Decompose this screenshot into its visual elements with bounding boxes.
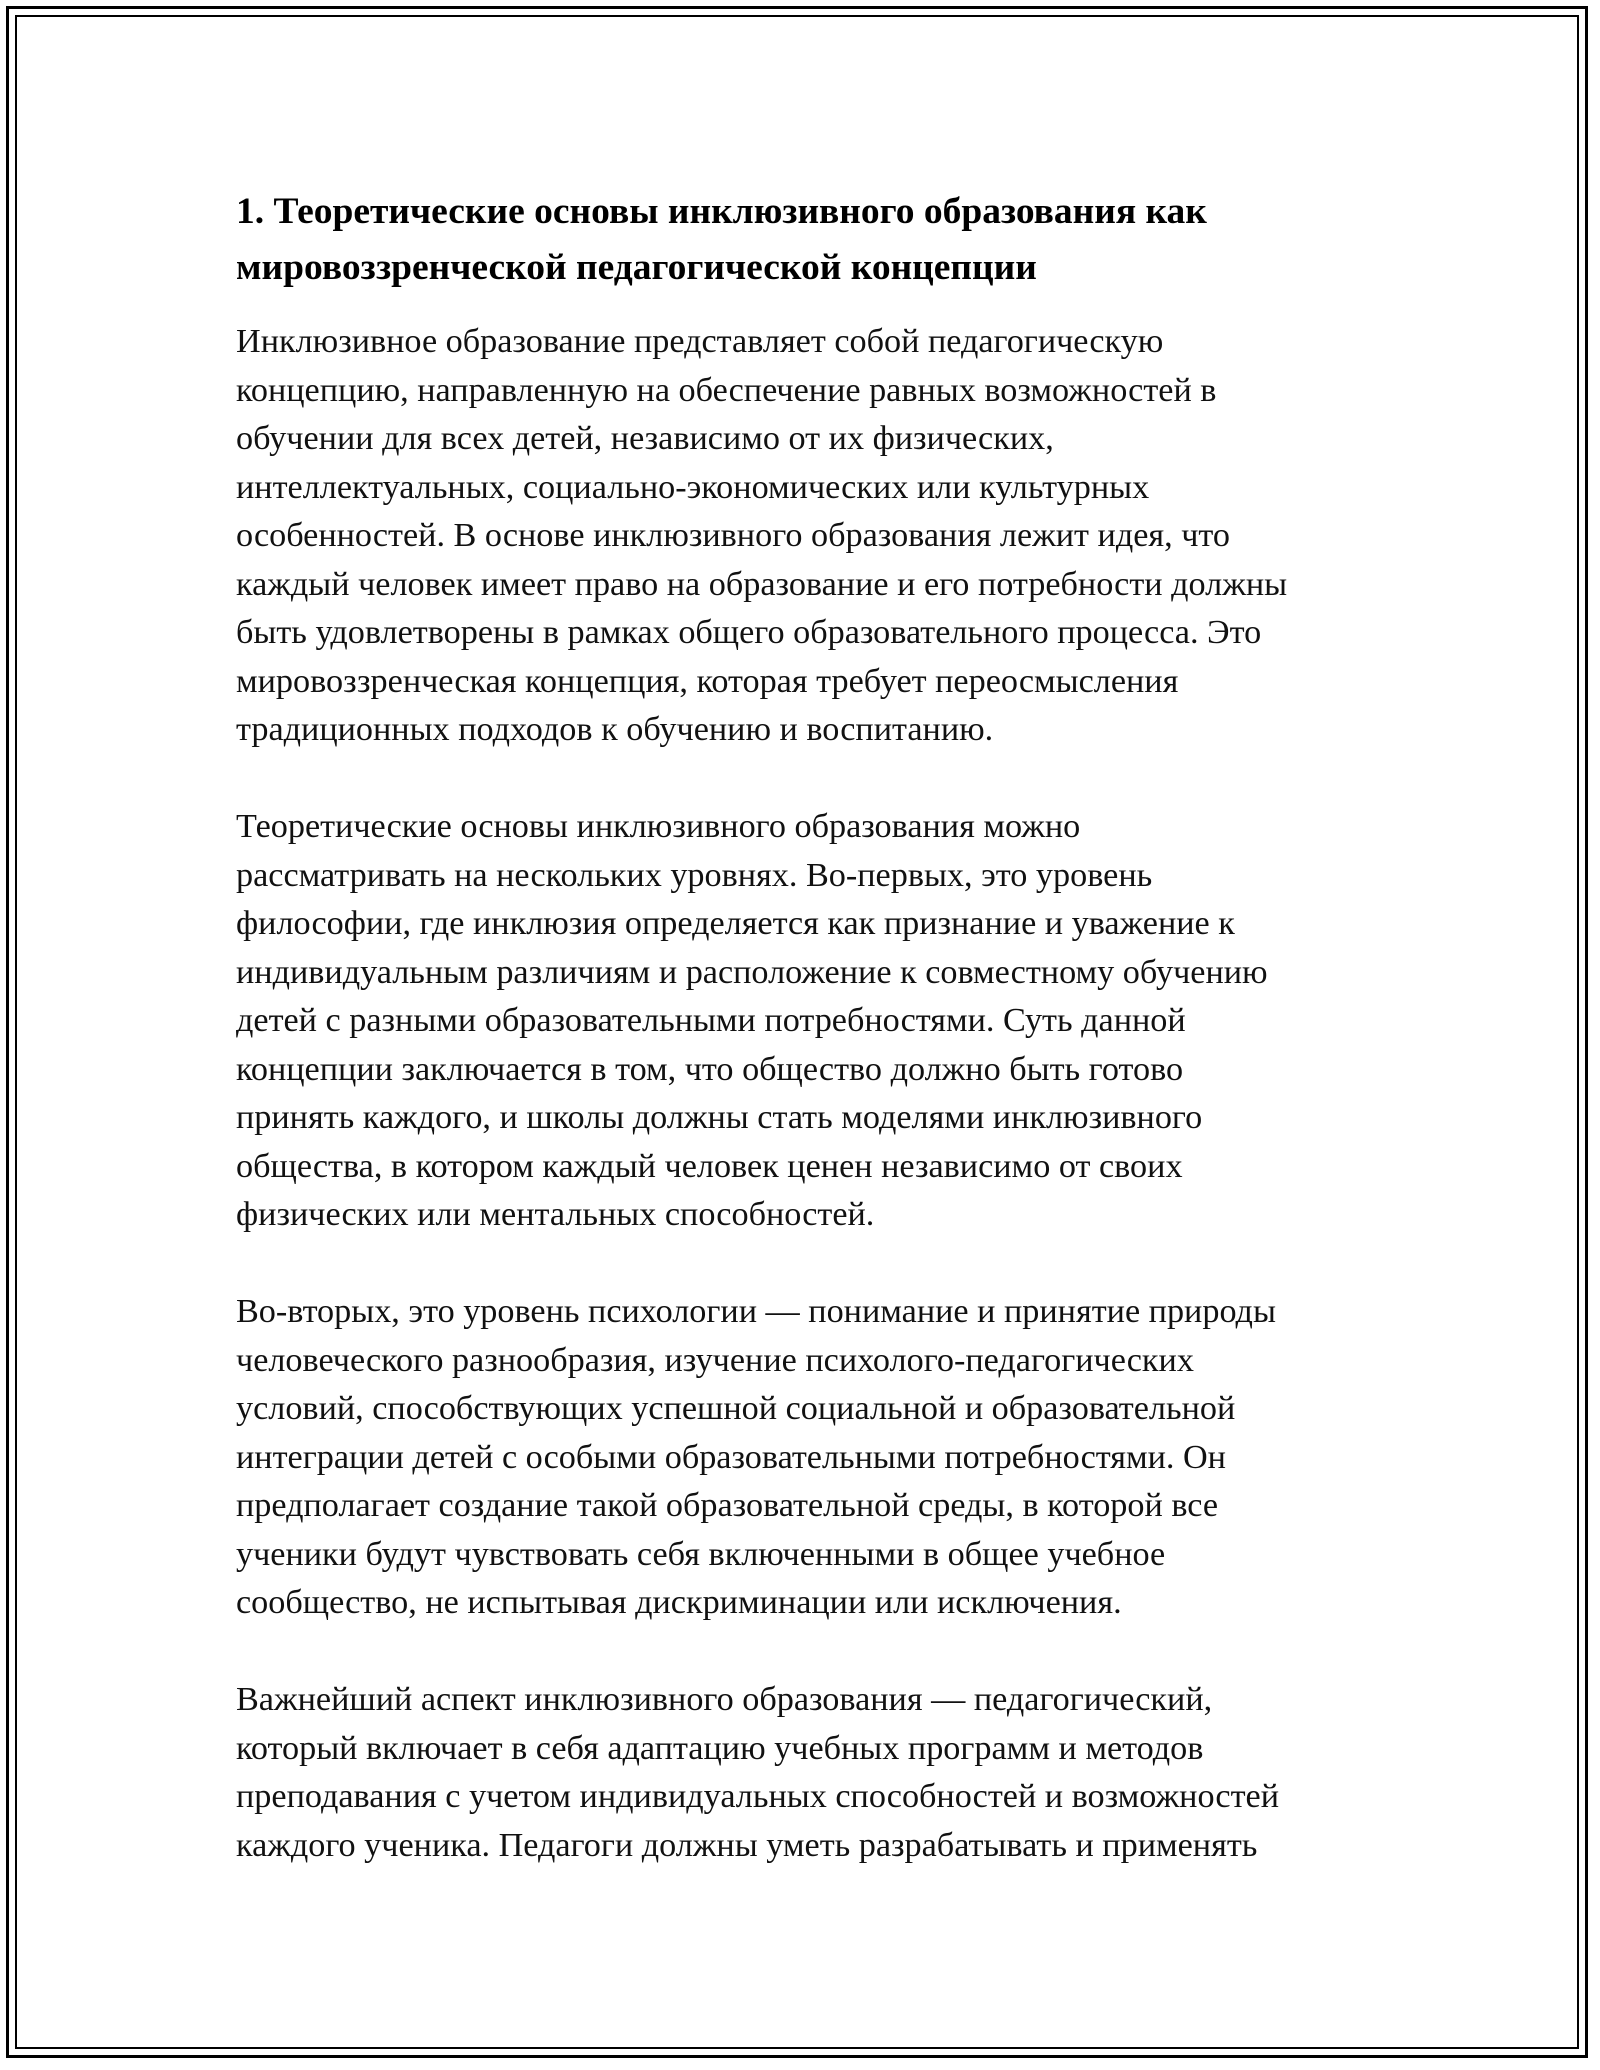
paragraph-line: индивидуальным различиям и расположение к совместному обучению [236,953,1268,991]
paragraph [236,318,1396,755]
paragraph-line: особенностей. В основе инклюзивного образования лежит идея, что [236,517,1230,554]
paragraph-line: обучении для всех детей, независимо от их физических, [236,420,1054,457]
paragraph-line: рассматривать на нескольких уровнях. Во-первых, это уровень [236,856,1153,894]
paragraph-line: преподавания с учетом индивидуальных способностей и возможностей [236,1778,1279,1815]
paragraph-line: Теоретические основы инклюзивного образования можно [236,808,1081,845]
paragraph-line: условий, способствующих успешной социальной и образовательной [236,1390,1236,1427]
paragraph-line: каждого ученика. Педагоги должны уметь разрабатывать и применять [236,1826,1258,1864]
paragraph-line: каждый человек имеет право на образование и его потребности должны [236,565,1288,603]
paragraph-line: человеческого разнообразия, изучение психолого-педагогических [236,1341,1194,1379]
paragraphs-container [236,318,1396,1870]
paragraph-line: традиционных подходов к обучению и воспитанию. [236,711,994,748]
paragraph-line: Важнейший аспект инклюзивного образования — педагогический, [236,1681,1213,1718]
paragraph-line: физических или ментальных способностей. [236,1196,875,1233]
paragraph-line: детей с разными образовательными потребностями. Суть данной [236,1002,1186,1039]
document-body [236,184,1396,1919]
paragraph-line: философии, где инклюзия определяется как признание и уважение к [236,905,1235,942]
paragraph [236,803,1396,1240]
paragraph-line: Во-вторых, это уровень психологии — понимание и принятие природы [236,1293,1276,1330]
heading-line: мировоззренческой педагогической концепции [236,247,1037,288]
section-heading [236,184,1396,296]
paragraph-line: предполагает создание такой образовательной среды, в которой все [236,1487,1219,1524]
paragraph [236,1676,1396,1870]
paragraph-line: принять каждого, и школы должны стать моделями инклюзивного [236,1099,1203,1136]
paragraph-line: интеллектуальных, социально-экономических или культурных [236,468,1150,506]
paragraph-line: мировоззренческая концепция, которая требует переосмысления [236,662,1179,700]
paragraph-line: интеграции детей с особыми образовательными потребностями. Он [236,1438,1226,1476]
paragraph-line: Инклюзивное образование представляет собой педагогическую [236,323,1164,360]
paragraph-line: концепцию, направленную на обеспечение равных возможностей в [236,371,1217,409]
paragraph-line: ученики будут чувствовать себя включенными в общее учебное [236,1535,1166,1573]
paragraph-line: который включает в себя адаптацию учебных программ и методов [236,1729,1204,1767]
paragraph-line: быть удовлетворены в рамках общего образовательного процесса. Это [236,614,1262,651]
paragraph-line: сообщество, не испытывая дискриминации или исключения. [236,1584,1122,1621]
paragraph [236,1288,1396,1628]
heading-line: 1. Теоретические основы инклюзивного образования как [236,191,1207,232]
paragraph-line: концепции заключается в том, что общество должно быть готово [236,1050,1184,1088]
paragraph-line: общества, в котором каждый человек ценен независимо от своих [236,1147,1183,1185]
